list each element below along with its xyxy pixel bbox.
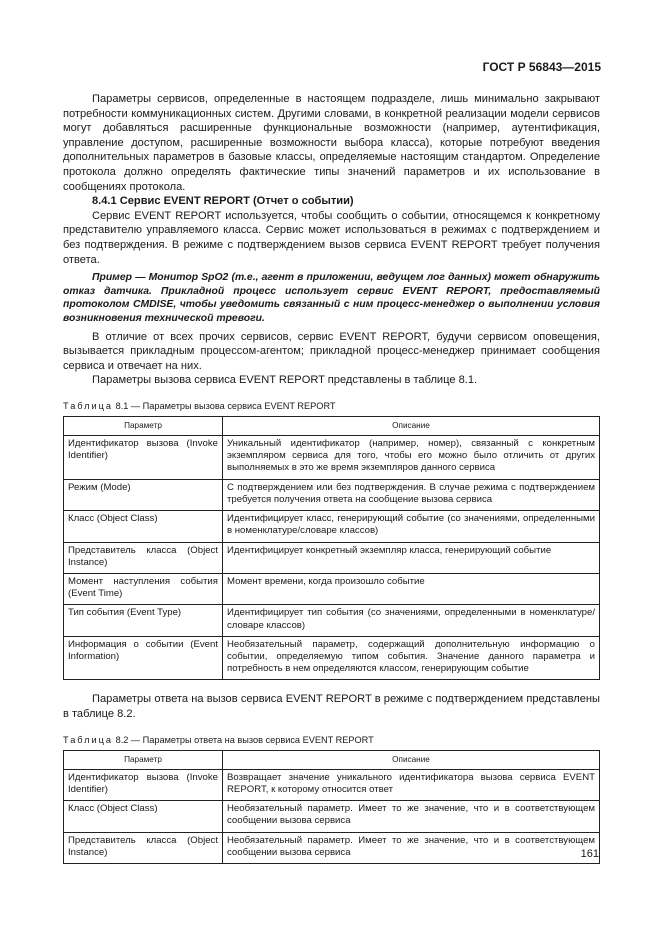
table-row: [64, 511, 600, 542]
param-cell: Режим (Mode): [64, 479, 223, 510]
table-row: [64, 542, 600, 573]
param-cell: Момент наступления события (Event Time): [64, 573, 223, 604]
table-row: [64, 436, 600, 480]
param-cell: Представитель класса (Object Instance): [64, 542, 223, 573]
param-cell: Тип события (Event Type): [64, 605, 223, 636]
table2-response-parameters: [63, 750, 600, 864]
table2-caption: [63, 735, 600, 745]
table-row: [64, 769, 600, 800]
column-header-desc: Описание: [223, 750, 600, 769]
param-cell: Класс (Object Class): [64, 511, 223, 542]
table-row: [64, 801, 600, 832]
page-content: [63, 92, 600, 864]
table1-caption-prefix: Таблица: [63, 400, 114, 411]
service-description-paragraph: Сервис EVENT REPORT используется, чтобы сообщить о событии, относящемся к конкретному представителю управляемого класса. Сервис может использоваться в режимах с подтверждением и без подтверждения. В режиме с подтверждением вызов сервиса EVENT REPORT требует получения ответа.: [63, 209, 600, 266]
param-cell: Идентификатор вызова (Invoke Identifier): [64, 769, 223, 800]
example-note: Пример — Монитор SpO2 (т.е., агент в приложении, ведущем лог данных) может обнаружить отказ датчика. Прикладной процесс использует сервис EVENT REPORT, предоставляемый протоколом CMDISE, чтобы уведомить связанный с ним процесс-менеджер о выполнении условия возникновения технической тревоги.: [63, 272, 600, 324]
table-row: [64, 605, 600, 636]
agent-paragraph: В отличие от всех прочих сервисов, сервис EVENT REPORT, будучи сервисом оповещения, вызывается прикладным процессом-агентом; прикладной процесс-менеджер принимает сообщения сервиса и отвечает на них.: [63, 330, 600, 372]
table-row: [64, 636, 600, 680]
page-number: 161: [580, 848, 599, 860]
table2-caption-title: 8.2 — Параметры ответа на вызов сервиса EVENT REPORT: [113, 734, 374, 745]
response-paragraph: Параметры ответа на вызов сервиса EVENT REPORT в режиме с подтверждением представлены в таблице 8.2.: [63, 693, 600, 720]
desc-cell: Момент времени, когда произошло событие: [223, 573, 600, 604]
table2-caption-prefix: Таблица: [63, 734, 114, 745]
table-row: [64, 832, 600, 863]
desc-cell: Необязательный параметр, содержащий дополнительную информацию о событии, определяемую типом события. Значение данного параметра и потребность в нем определяются классом, генерирующим событие: [223, 636, 600, 680]
param-cell: Информация о событии (Event Information): [64, 636, 223, 680]
table-header-row: [64, 416, 600, 435]
desc-cell: Возвращает значение уникального идентификатора вызова сервиса EVENT REPORT, к которому относится ответ: [223, 769, 600, 800]
desc-cell: Идентифицирует тип события (со значениями, определенными в номенклатуре/словаре классов): [223, 605, 600, 636]
table-row: [64, 573, 600, 604]
table1-caption: [63, 401, 600, 411]
desc-cell: Идентифицирует конкретный экземпляр класса, генерирующий событие: [223, 542, 600, 573]
document-header: ГОСТ Р 56843—2015: [482, 60, 601, 74]
desc-cell: Необязательный параметр. Имеет то же значение, что и в соответствующем сообщении вызова сервиса: [223, 832, 600, 863]
table1-invoke-parameters: [63, 416, 600, 680]
desc-cell: Идентифицирует класс, генерирующий событие (со значениями, определенными в номенклатуре/словаре классов): [223, 511, 600, 542]
column-header-param: Параметр: [64, 750, 223, 769]
desc-cell: Уникальный идентификатор (например, номер), связанный с конкретным экземпляром сервиса для того, чтобы его можно было отличить от других выполняемых в это же время экземпляров данного сервиса: [223, 436, 600, 480]
desc-cell: Необязательный параметр. Имеет то же значение, что и в соответствующем сообщении вызова сервиса: [223, 801, 600, 832]
param-cell: Класс (Object Class): [64, 801, 223, 832]
column-header-desc: Описание: [223, 416, 600, 435]
table-row: [64, 479, 600, 510]
table1-caption-title: 8.1 — Параметры вызова сервиса EVENT REPORT: [113, 400, 336, 411]
param-cell: Представитель класса (Object Instance): [64, 832, 223, 863]
section-heading: 8.4.1 Сервис EVENT REPORT (Отчет о событии): [92, 195, 354, 208]
param-cell: Идентификатор вызова (Invoke Identifier): [64, 436, 223, 480]
intro-paragraph: Параметры сервисов, определенные в настоящем подразделе, лишь минимально закрывают потребности коммуникационных систем. Другими словами, в конкретной реализации модели сервисов могут добавляться расширенные функциональные возможности (например, аутентификация, управление доступом, расширенные возможности выбора класса), которые потребуют введения дополнительных параметров в базовые классы, определяемые настоящим стандартом. Определение протокола должно определять фактические типы значений параметров и их использование в сообщениях протокола.: [63, 93, 600, 193]
desc-cell: С подтверждением или без подтверждения. В случае режима с подтверждением требуется получения ответа на сообщение вызова сервиса: [223, 479, 600, 510]
table-header-row: [64, 750, 600, 769]
table-reference-paragraph: Параметры вызова сервиса EVENT REPORT представлены в таблице 8.1.: [92, 374, 478, 387]
column-header-param: Параметр: [64, 416, 223, 435]
